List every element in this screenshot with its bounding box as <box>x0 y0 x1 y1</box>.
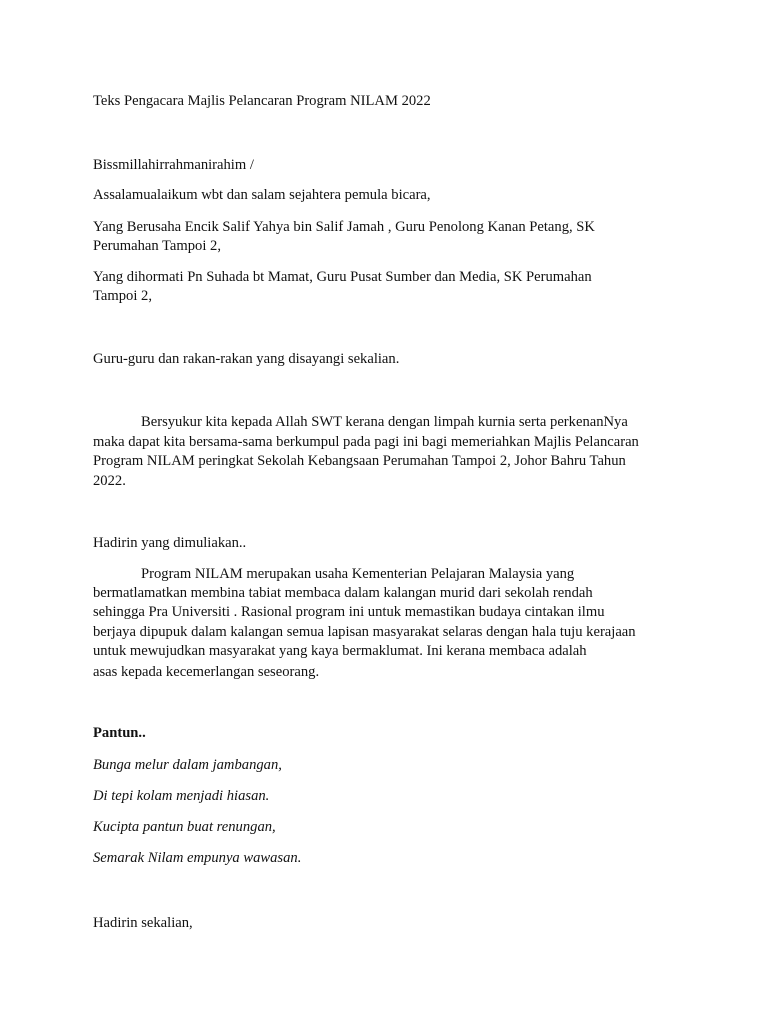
pantun-line-1: Bunga melur dalam jambangan, <box>93 757 282 773</box>
address-2-line-2: Tampoi 2, <box>93 288 152 304</box>
bismillah-line: Bissmillahirrahmanirahim / <box>93 157 254 173</box>
paragraph-1-line-4: 2022. <box>93 473 126 489</box>
pantun-heading: Pantun.. <box>93 725 146 741</box>
paragraph-1-line-2: maka dapat kita bersama-sama berkumpul pada pagi ini bagi memeriahkan Majlis Pelancaran <box>93 434 639 450</box>
paragraph-1-line-1: Bersyukur kita kepada Allah SWT kerana dengan limpah kurnia serta perkenanNya <box>141 414 628 430</box>
address-4-line: Hadirin yang dimuliakan.. <box>93 535 247 551</box>
address-3-line: Guru-guru dan rakan-rakan yang disayangi sekalian. <box>93 351 400 367</box>
pantun-line-4: Semarak Nilam empunya wawasan. <box>93 850 302 866</box>
paragraph-2-line-4: berjaya dipupuk dalam kalangan semua lapisan masyarakat selaras dengan hala tuju kerajaan <box>93 624 636 640</box>
paragraph-2-line-2: bermatlamatkan membina tabiat membaca dalam kalangan murid dari sekolah rendah <box>93 585 593 601</box>
paragraph-1-line-3: Program NILAM peringkat Sekolah Kebangsaan Perumahan Tampoi 2, Johor Bahru Tahun <box>93 453 626 469</box>
paragraph-2-line-6: asas kepada kecemerlangan seseorang. <box>93 664 320 680</box>
address-1-line-2: Perumahan Tampoi 2, <box>93 238 222 254</box>
paragraph-2-line-3: sehingga Pra Universiti . Rasional program ini untuk memastikan budaya cintakan ilmu <box>93 604 605 620</box>
address-5-line: Hadirin sekalian, <box>93 915 193 931</box>
paragraph-2-line-5: untuk mewujudkan masyarakat yang kaya bermaklumat. Ini kerana membaca adalah <box>93 643 587 659</box>
paragraph-2-line-1: Program NILAM merupakan usaha Kementerian Pelajaran Malaysia yang <box>141 566 575 582</box>
address-1-line-1: Yang Berusaha Encik Salif Yahya bin Salif Jamah , Guru Penolong Kanan Petang, SK <box>93 219 595 235</box>
document-title: Teks Pengacara Majlis Pelancaran Program NILAM 2022 <box>93 93 431 109</box>
pantun-line-2: Di tepi kolam menjadi hiasan. <box>93 788 270 804</box>
address-2-line-1: Yang dihormati Pn Suhada bt Mamat, Guru Pusat Sumber dan Media, SK Perumahan <box>93 269 592 285</box>
pantun-line-3: Kucipta pantun buat renungan, <box>93 819 276 835</box>
salam-line: Assalamualaikum wbt dan salam sejahtera pemula bicara, <box>93 187 431 203</box>
